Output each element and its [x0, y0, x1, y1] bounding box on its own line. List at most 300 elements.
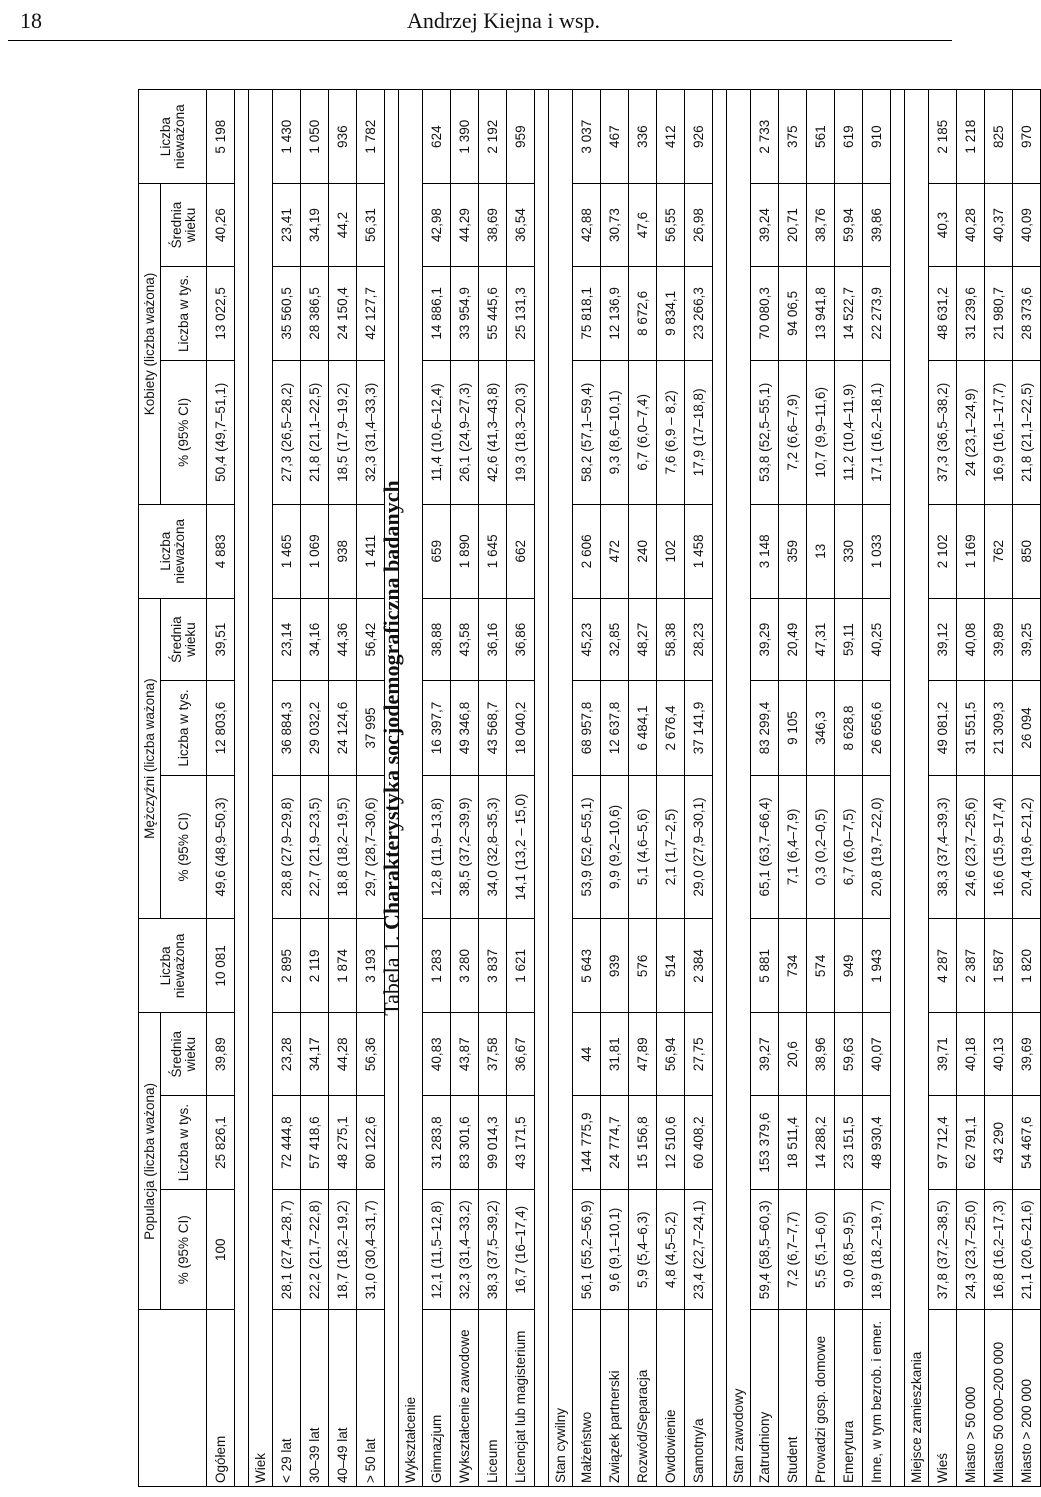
table-cell: 7,2 (6,6–7,9) [779, 360, 807, 504]
table-cell: 24 (23,1–24,9) [957, 360, 985, 504]
table-cell: 20,6 [779, 1013, 807, 1095]
table-cell: 55 445,6 [479, 266, 507, 360]
table-cell: 762 [985, 504, 1013, 598]
table-cell: 4 883 [207, 504, 235, 598]
table-cell: 83 299,4 [751, 681, 779, 775]
table-cell: 40,37 [985, 184, 1013, 266]
row-label: Zatrudniony [751, 1310, 779, 1487]
table-cell: 21,8 (21,1–22,5) [1013, 360, 1041, 504]
table-cell: 18 511,4 [779, 1095, 807, 1189]
row-label: < 29 lat [273, 1310, 301, 1487]
spacer-row [535, 90, 549, 1487]
table-cell: 22 273,9 [863, 266, 891, 360]
table-cell: 39,27 [751, 1013, 779, 1095]
row-label: Rozwód/Separacja [629, 1310, 657, 1487]
table-cell: 24 124,6 [329, 681, 357, 775]
table-cell: 47,6 [629, 184, 657, 266]
table-cell: 574 [807, 919, 835, 1013]
table-cell: 576 [629, 919, 657, 1013]
table-cell: 18,9 (18,2–19,7) [863, 1190, 891, 1310]
row-label: Licencjat lub magisterium [507, 1310, 535, 1487]
page-number: 18 [20, 8, 42, 33]
table-cell: 18,8 (18,2–19,5) [329, 775, 357, 919]
subheader-women-ci: % (95% CI) [161, 360, 207, 504]
table-cell: 12 136,9 [601, 266, 629, 360]
table-cell: 49,6 (48,9–50,3) [207, 775, 235, 919]
table-cell: 1 465 [273, 504, 301, 598]
table-body [207, 90, 1041, 1487]
table-row [863, 90, 891, 1487]
table-cell: 1 782 [357, 90, 385, 184]
table-row [929, 90, 957, 1487]
subheader-population-ci: % (95% CI) [161, 1190, 207, 1310]
table-cell: 31 283,8 [423, 1095, 451, 1189]
section-label: Stan cywilny [549, 90, 573, 1487]
running-header-authors: Andrzej Kiejna i wsp. [406, 8, 600, 33]
table-cell: 75 818,1 [573, 266, 601, 360]
table-cell: 970 [1013, 90, 1041, 184]
table-cell: 29,7 (28,7–30,6) [357, 775, 385, 919]
table-cell: 49 346,8 [451, 681, 479, 775]
table-cell: 38,3 (37,5–39,2) [479, 1190, 507, 1310]
group-header-population: Populacja (liczba ważona) [139, 1013, 161, 1310]
table-cell: 13 022,5 [207, 266, 235, 360]
table-cell: 2 119 [301, 919, 329, 1013]
table-cell: 1 411 [357, 504, 385, 598]
table-cell: 144 775,9 [573, 1095, 601, 1189]
table-cell: 6,7 (6,0–7,5) [835, 775, 863, 919]
table-cell: 43 568,7 [479, 681, 507, 775]
header-empty-cell [139, 1310, 207, 1487]
table-cell: 1 943 [863, 919, 891, 1013]
table-cell: 38,5 (37,2–39,9) [451, 775, 479, 919]
table-cell: 8 628,8 [835, 681, 863, 775]
table-cell: 21 309,3 [985, 681, 1013, 775]
table-cell: 2 387 [957, 919, 985, 1013]
subheader-population-age: Średnia wieku [161, 1013, 207, 1095]
row-label: Miasto 50 000–200 000 [985, 1310, 1013, 1487]
table-cell: 12 803,6 [207, 681, 235, 775]
table-cell: 18 040,2 [507, 681, 535, 775]
table-cell: 939 [601, 919, 629, 1013]
table-cell: 27,75 [685, 1013, 713, 1095]
table-cell: 1 390 [451, 90, 479, 184]
table-cell: 34,19 [301, 184, 329, 266]
table-cell: 21,1 (20,6–21,6) [1013, 1190, 1041, 1310]
table-cell: 36,54 [507, 184, 535, 266]
table-cell: 2 384 [685, 919, 713, 1013]
table-cell: 34,0 (32,8–35,3) [479, 775, 507, 919]
table-cell: 9,9 (9,2–10,6) [601, 775, 629, 919]
table-row [807, 90, 835, 1487]
table-cell: 3 193 [357, 919, 385, 1013]
table-cell: 39,69 [1013, 1013, 1041, 1095]
table-cell: 102 [657, 504, 685, 598]
table-cell: 58,38 [657, 598, 685, 680]
table-cell: 22,2 (21,7–22,8) [301, 1190, 329, 1310]
table-cell: 412 [657, 90, 685, 184]
table-cell: 5,9 (5,4–6,3) [629, 1190, 657, 1310]
table-cell: 42,6 (41,3–43,8) [479, 360, 507, 504]
spacer-cell [891, 90, 905, 1487]
section-row [249, 90, 273, 1487]
table-row [273, 90, 301, 1487]
section-row [905, 90, 929, 1487]
table-cell: 938 [329, 504, 357, 598]
table-cell: 3 148 [751, 504, 779, 598]
table-cell: 31,0 (30,4–31,7) [357, 1190, 385, 1310]
table-cell: 37,3 (36,5–38,2) [929, 360, 957, 504]
table-cell: 48 631,2 [929, 266, 957, 360]
table-cell: 910 [863, 90, 891, 184]
table-cell: 9,0 (8,5–9,5) [835, 1190, 863, 1310]
table-cell: 31 551,5 [957, 681, 985, 775]
spacer-row [891, 90, 905, 1487]
table-cell: 21,8 (21,1–22,5) [301, 360, 329, 504]
table-cell: 40,07 [863, 1013, 891, 1095]
table-cell: 20,71 [779, 184, 807, 266]
table-row [573, 90, 601, 1487]
table-cell: 43 290 [985, 1095, 1013, 1189]
table-cell: 29,0 (27,9–30,1) [685, 775, 713, 919]
table-cell: 8 672,6 [629, 266, 657, 360]
table-cell: 850 [1013, 504, 1041, 598]
row-label: Miasto > 50 000 [957, 1310, 985, 1487]
table-cell: 11,4 (10,6–12,4) [423, 360, 451, 504]
header-rule [8, 40, 952, 41]
subheader-women-unweighted: Liczba nieważona [139, 90, 207, 184]
table-cell: 25 131,3 [507, 266, 535, 360]
table-cell: 40,09 [1013, 184, 1041, 266]
table-cell: 72 444,8 [273, 1095, 301, 1189]
table-cell: 959 [507, 90, 535, 184]
row-label: Ogółem [207, 1310, 235, 1487]
table-cell: 19,3 (18,3–20,3) [507, 360, 535, 504]
table-cell: 659 [423, 504, 451, 598]
table-cell: 30,73 [601, 184, 629, 266]
table-cell: 9,6 (9,1–10,1) [601, 1190, 629, 1310]
table-cell: 936 [329, 90, 357, 184]
table-cell: 17,1 (16,2–18,1) [863, 360, 891, 504]
spacer-cell [713, 90, 727, 1487]
table-row [835, 90, 863, 1487]
table-cell: 31 239,6 [957, 266, 985, 360]
group-header-row [139, 90, 161, 1487]
table-cell: 1 874 [329, 919, 357, 1013]
table-cell: 28,23 [685, 598, 713, 680]
table-cell: 42 127,7 [357, 266, 385, 360]
table-cell: 14 288,2 [807, 1095, 835, 1189]
table-cell: 4 287 [929, 919, 957, 1013]
table-cell: 1 218 [957, 90, 985, 184]
table-cell: 12 637,8 [601, 681, 629, 775]
table-cell: 1 169 [957, 504, 985, 598]
table-cell: 624 [423, 90, 451, 184]
table-cell: 2 676,4 [657, 681, 685, 775]
section-row [727, 90, 751, 1487]
table-cell: 39,25 [1013, 598, 1041, 680]
table-cell: 39,86 [863, 184, 891, 266]
table-cell: 10,7 (9,9–11,6) [807, 360, 835, 504]
table-cell: 1 050 [301, 90, 329, 184]
table-cell: 16 397,7 [423, 681, 451, 775]
row-label: 30–39 lat [301, 1310, 329, 1487]
table-cell: 6 484,1 [629, 681, 657, 775]
table-cell: 12,1 (11,5–12,8) [423, 1190, 451, 1310]
table-cell: 33 954,9 [451, 266, 479, 360]
table-cell: 39,71 [929, 1013, 957, 1095]
table-cell: 561 [807, 90, 835, 184]
table-cell: 44,28 [329, 1013, 357, 1095]
table-cell: 1 069 [301, 504, 329, 598]
table-cell: 15 156,8 [629, 1095, 657, 1189]
row-label: Inne, w tym bezrob. i emer. [863, 1310, 891, 1487]
table-cell: 42,88 [573, 184, 601, 266]
table-cell: 18,7 (18,2–19,2) [329, 1190, 357, 1310]
table-row [207, 90, 235, 1487]
table-row [423, 90, 451, 1487]
table-cell: 34,17 [301, 1013, 329, 1095]
table-cell: 11,2 (10,4–11,9) [835, 360, 863, 504]
table-cell: 99 014,3 [479, 1095, 507, 1189]
table-cell: 12,8 (11,9–13,8) [423, 775, 451, 919]
table-cell: 56,36 [357, 1013, 385, 1095]
table-cell: 467 [601, 90, 629, 184]
table-cell: 14,1 (13,2 – 15,0) [507, 775, 535, 919]
spacer-cell [535, 90, 549, 1487]
sociodemographic-table [138, 89, 1041, 1487]
table-cell: 40,28 [957, 184, 985, 266]
table-cell: 7,2 (6,7–7,7) [779, 1190, 807, 1310]
table-row [685, 90, 713, 1487]
table-cell: 14 886,1 [423, 266, 451, 360]
table-cell: 16,7 (16–17,4) [507, 1190, 535, 1310]
table-cell: 5 881 [751, 919, 779, 1013]
table-cell: 14 522,7 [835, 266, 863, 360]
table-cell: 24 150,4 [329, 266, 357, 360]
table-cell: 36,86 [507, 598, 535, 680]
table-cell: 25 826,1 [207, 1095, 235, 1189]
table-cell: 4,8 (4,5–5,2) [657, 1190, 685, 1310]
table-cell: 39,29 [751, 598, 779, 680]
spacer-row [235, 90, 249, 1487]
table-cell: 1 033 [863, 504, 891, 598]
table-cell: 23 151,5 [835, 1095, 863, 1189]
table-cell: 2 185 [929, 90, 957, 184]
section-label: Stan zawodowy [727, 90, 751, 1487]
table-cell: 53,8 (52,5–55,1) [751, 360, 779, 504]
table-cell: 40,18 [957, 1013, 985, 1095]
row-label: Miasto > 200 000 [1013, 1310, 1041, 1487]
table-cell: 1 458 [685, 504, 713, 598]
table-caption-title: Charakterystyka socjodemograficzna badanych [379, 480, 404, 930]
table-cell: 26 094 [1013, 681, 1041, 775]
table-cell: 47,89 [629, 1013, 657, 1095]
table-cell: 3 280 [451, 919, 479, 1013]
table-cell: 1 430 [273, 90, 301, 184]
table-cell: 1 890 [451, 504, 479, 598]
table-cell: 83 301,6 [451, 1095, 479, 1189]
table-cell: 20,8 (19,7–22,0) [863, 775, 891, 919]
row-label: > 50 lat [357, 1310, 385, 1487]
table-cell: 40,13 [985, 1013, 1013, 1095]
table-cell: 62 791,1 [957, 1095, 985, 1189]
table-cell: 56,94 [657, 1013, 685, 1095]
table-cell: 38,76 [807, 184, 835, 266]
table-cell: 23,28 [273, 1013, 301, 1095]
table-cell: 43,87 [451, 1013, 479, 1095]
table-cell: 57 418,6 [301, 1095, 329, 1189]
table-cell: 26 656,6 [863, 681, 891, 775]
table-cell: 619 [835, 90, 863, 184]
subheader-men-unweighted: Liczba nieważona [139, 504, 207, 598]
table-cell: 94 06,5 [779, 266, 807, 360]
table-cell: 56,55 [657, 184, 685, 266]
table-cell: 37,8 (37,2–38,5) [929, 1190, 957, 1310]
row-label: Gimnazjum [423, 1310, 451, 1487]
group-header-men: Mężczyźni (liczba ważona) [139, 598, 161, 918]
table-cell: 35 560,5 [273, 266, 301, 360]
table-cell: 514 [657, 919, 685, 1013]
table-cell: 20,4 (19,6–21,2) [1013, 775, 1041, 919]
rotated-table-wrapper [138, 89, 1034, 1487]
table-cell: 40,3 [929, 184, 957, 266]
table-cell: 39,89 [207, 1013, 235, 1095]
table-cell: 65,1 (63,7–66,4) [751, 775, 779, 919]
table-cell: 1 645 [479, 504, 507, 598]
table-cell: 7,1 (6,4–7,9) [779, 775, 807, 919]
table-cell: 16,6 (15,9–17,4) [985, 775, 1013, 919]
table-cell: 40,26 [207, 184, 235, 266]
table-cell: 32,3 (31,4–33,2) [451, 1190, 479, 1310]
table-cell: 5,1 (4,6–5,6) [629, 775, 657, 919]
spacer-cell [385, 90, 399, 1487]
table-cell: 24,3 (23,7–25,0) [957, 1190, 985, 1310]
row-label: Owdowienie [657, 1310, 685, 1487]
table-cell: 12 510,6 [657, 1095, 685, 1189]
table-cell: 1 587 [985, 919, 1013, 1013]
table-cell: 28 373,6 [1013, 266, 1041, 360]
spacer-row [385, 90, 399, 1487]
table-cell: 9 105 [779, 681, 807, 775]
subheader-women-count: Liczba w tys. [161, 266, 207, 360]
table-cell: 56,31 [357, 184, 385, 266]
table-cell: 40,83 [423, 1013, 451, 1095]
table-cell: 22,7 (21,9–23,5) [301, 775, 329, 919]
table-cell: 48 275,1 [329, 1095, 357, 1189]
table-cell: 1 820 [1013, 919, 1041, 1013]
table-cell: 47,31 [807, 598, 835, 680]
table-cell: 2,1 (1,7–2,5) [657, 775, 685, 919]
table-cell: 5 198 [207, 90, 235, 184]
table-cell: 13 [807, 504, 835, 598]
row-label: Liceum [479, 1310, 507, 1487]
table-cell: 5,5 (5,1–6,0) [807, 1190, 835, 1310]
subheader-population-count: Liczba w tys. [161, 1095, 207, 1189]
section-row [549, 90, 573, 1487]
table-cell: 662 [507, 504, 535, 598]
table-cell: 100 [207, 1190, 235, 1310]
table-cell: 3 837 [479, 919, 507, 1013]
table-cell: 2 192 [479, 90, 507, 184]
table-row [657, 90, 685, 1487]
table-row [751, 90, 779, 1487]
subheader-women-age: Średnia wieku [161, 184, 207, 266]
table-cell: 44 [573, 1013, 601, 1095]
table-row [629, 90, 657, 1487]
row-label: Wieś [929, 1310, 957, 1487]
table-cell: 43 171,5 [507, 1095, 535, 1189]
subheader-row [161, 90, 207, 1487]
table-cell: 48,27 [629, 598, 657, 680]
table-cell: 43,58 [451, 598, 479, 680]
table-cell: 13 941,8 [807, 266, 835, 360]
table-cell: 20,49 [779, 598, 807, 680]
table-cell: 24 774,7 [601, 1095, 629, 1189]
table-cell: 36 884,3 [273, 681, 301, 775]
table-cell: 3 037 [573, 90, 601, 184]
table-cell: 23,14 [273, 598, 301, 680]
table-cell: 59,4 (58,5–60,3) [751, 1190, 779, 1310]
table-row [329, 90, 357, 1487]
table-cell: 38,3 (37,4–39,3) [929, 775, 957, 919]
section-row [399, 90, 423, 1487]
section-label: Wykształcenie [399, 90, 423, 1487]
table-cell: 26,1 (24,9–27,3) [451, 360, 479, 504]
table-cell: 9 834,1 [657, 266, 685, 360]
table-row [357, 90, 385, 1487]
table-cell: 42,98 [423, 184, 451, 266]
table-cell: 58,2 (57,1–59,4) [573, 360, 601, 504]
table-cell: 28,8 (27,9–29,8) [273, 775, 301, 919]
subheader-population-unweighted: Liczba nieważona [139, 919, 207, 1013]
table-cell: 59,63 [835, 1013, 863, 1095]
table-cell: 54 467,6 [1013, 1095, 1041, 1189]
table-row [301, 90, 329, 1487]
table-cell: 240 [629, 504, 657, 598]
table-cell: 39,51 [207, 598, 235, 680]
table-cell: 18,5 (17,9–19,2) [329, 360, 357, 504]
table-cell: 346,3 [807, 681, 835, 775]
table-cell: 36,67 [507, 1013, 535, 1095]
table-cell: 17,9 (17–18,8) [685, 360, 713, 504]
spacer-row [713, 90, 727, 1487]
table-cell: 60 408,2 [685, 1095, 713, 1189]
row-label: Student [779, 1310, 807, 1487]
table-cell: 39,12 [929, 598, 957, 680]
table-row [779, 90, 807, 1487]
table-cell: 6,7 (6,0–7,4) [629, 360, 657, 504]
row-label: Prowadzi gosp. domowe [807, 1310, 835, 1487]
table-row [601, 90, 629, 1487]
table-cell: 2 733 [751, 90, 779, 184]
table-cell: 59,94 [835, 184, 863, 266]
table-cell: 23,4 (22,7–24,1) [685, 1190, 713, 1310]
table-cell: 2 606 [573, 504, 601, 598]
table-cell: 23 266,3 [685, 266, 713, 360]
table-cell: 336 [629, 90, 657, 184]
table-cell: 32,3 (31,4–33,3) [357, 360, 385, 504]
table-cell: 37,58 [479, 1013, 507, 1095]
table-cell: 359 [779, 504, 807, 598]
table-cell: 80 122,6 [357, 1095, 385, 1189]
table-cell: 49 081,2 [929, 681, 957, 775]
table-cell: 23,41 [273, 184, 301, 266]
table-cell: 32,85 [601, 598, 629, 680]
table-cell: 50,4 (49,7–51,1) [207, 360, 235, 504]
row-label: Samotny/a [685, 1310, 713, 1487]
table-cell: 949 [835, 919, 863, 1013]
